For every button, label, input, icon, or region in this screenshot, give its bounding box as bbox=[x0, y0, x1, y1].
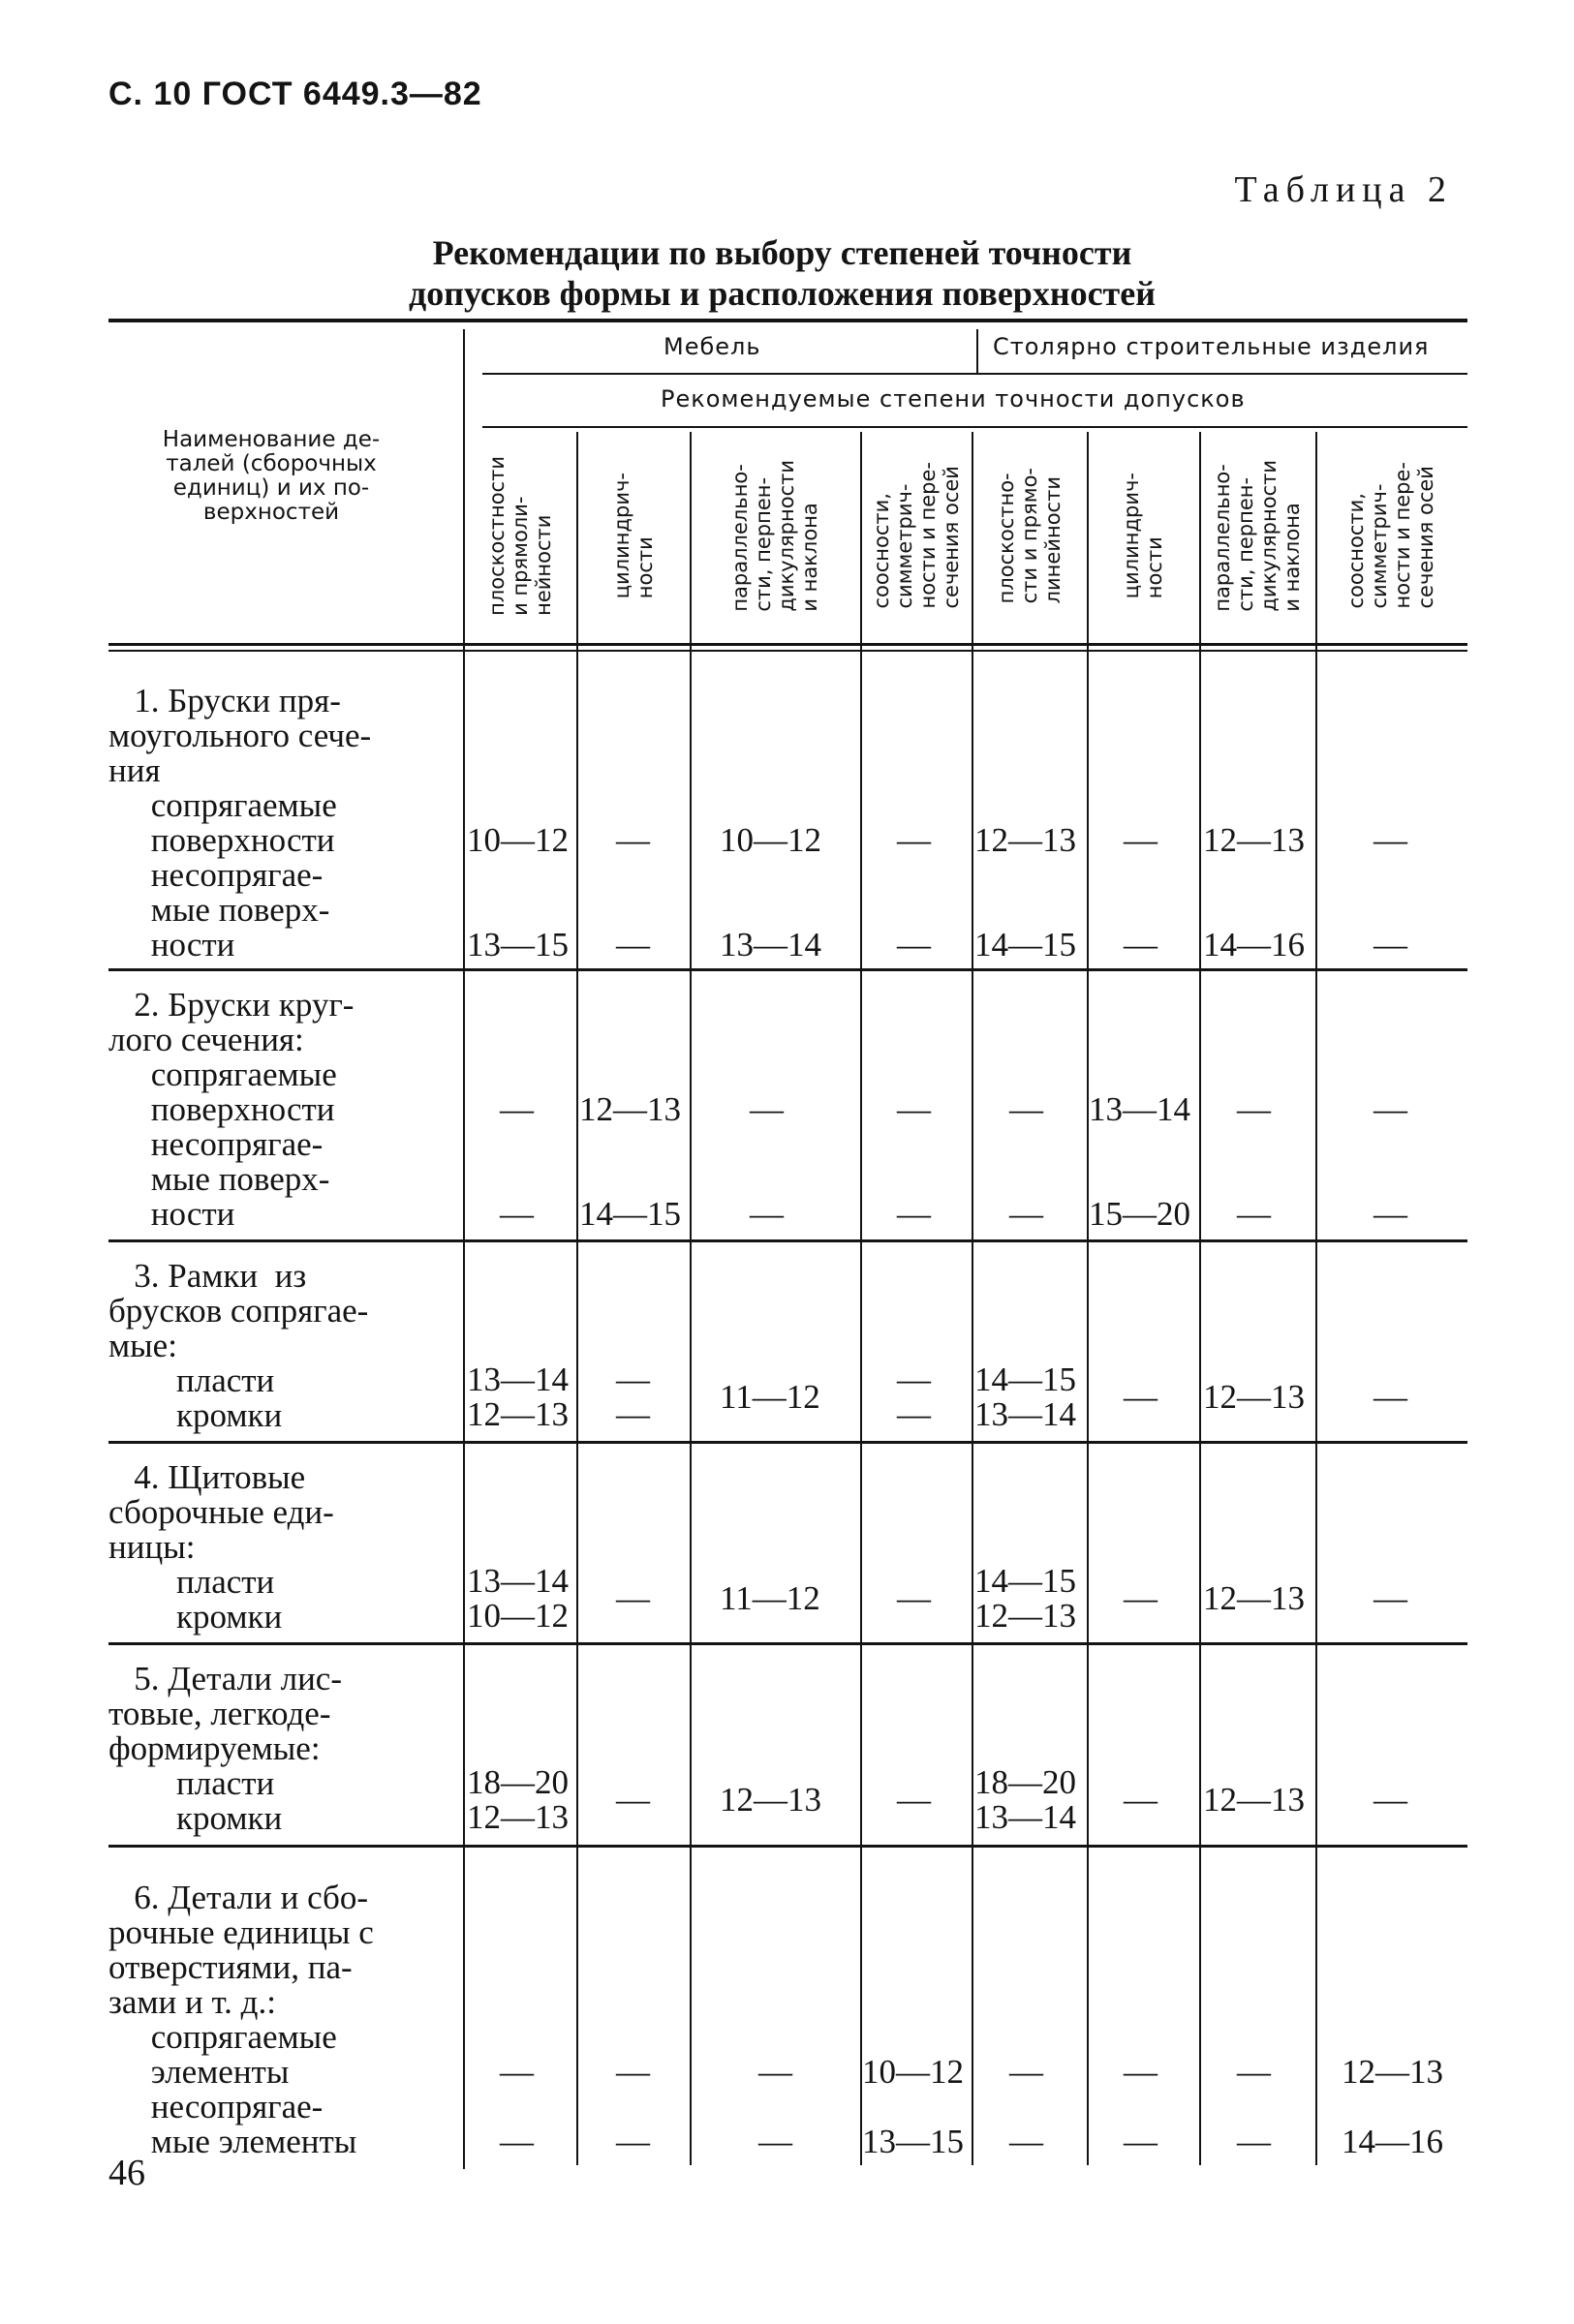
table-cell: 10—12 13—15 bbox=[467, 821, 569, 963]
group-header-joinery: Столярно строительные изделия bbox=[993, 333, 1430, 360]
column-header bbox=[981, 434, 1078, 637]
column-header bbox=[1209, 434, 1306, 637]
table-cell: — bbox=[1124, 1579, 1157, 1617]
table-cell: — bbox=[616, 1579, 650, 1617]
table-cell: 12—13 bbox=[1203, 1579, 1305, 1617]
column-header bbox=[726, 434, 823, 637]
row-separator bbox=[108, 1239, 1467, 1242]
column-divider bbox=[1087, 432, 1089, 2165]
subheader-recommended-grades: Рекомендуемые степени точности допусков bbox=[661, 385, 1246, 413]
table-cell: — bbox=[1373, 1781, 1407, 1819]
column-header bbox=[472, 434, 569, 637]
row-separator bbox=[108, 1441, 1467, 1444]
table-cell: 18—20 13—14 bbox=[974, 1763, 1076, 1836]
column-header-text: соосности, симметрич- ности и пере- сечения осей bbox=[870, 462, 963, 609]
table-cell: 10—12 13—15 bbox=[862, 2053, 964, 2160]
table-cell: 12—13 bbox=[720, 1781, 821, 1819]
subheader-rule bbox=[482, 426, 1467, 428]
column-divider bbox=[1199, 432, 1201, 2165]
table-cell: — — bbox=[897, 821, 931, 963]
table-cell: 13—14 10—12 bbox=[467, 1562, 569, 1635]
table-cell: — — bbox=[1237, 1090, 1271, 1233]
table-cell: — bbox=[897, 1579, 931, 1617]
row-label: 3. Рамки из брусков сопрягае- мые: пласти кромки bbox=[108, 1257, 369, 1434]
table-cell: 12—13 14—15 bbox=[579, 1090, 681, 1233]
column-header-text: соосности, симметрич- ности и пере- сечения осей bbox=[1344, 462, 1437, 609]
table-cell: — — bbox=[758, 2053, 792, 2160]
row-label: 1. Бруски пря- моугольного сече- ния сопрягаемые поверхности несопрягае- мые поверх- ности bbox=[108, 682, 372, 963]
table-cell: — — bbox=[1009, 1090, 1043, 1233]
table-cell: 10—12 13—14 bbox=[720, 821, 821, 963]
header-bottom-rule bbox=[108, 643, 1467, 646]
table-cell: 12—13 bbox=[1203, 1378, 1305, 1416]
table-cell: — — bbox=[1373, 1090, 1407, 1233]
row-label: 4. Щитовые сборочные еди- ницы: пласти кромки bbox=[108, 1458, 334, 1636]
table-cell: 13—14 12—13 bbox=[467, 1361, 569, 1433]
table-cell: 18—20 12—13 bbox=[467, 1763, 569, 1836]
table-cell: — — bbox=[897, 1090, 931, 1233]
table-cell: 12—13 14—16 bbox=[1203, 821, 1305, 963]
table-cell: — — bbox=[616, 1361, 650, 1433]
table-cell: — — bbox=[1237, 2053, 1271, 2160]
row-separator bbox=[108, 968, 1467, 971]
page-number: 46 bbox=[108, 2153, 145, 2193]
header-bottom-rule-2 bbox=[108, 650, 1467, 652]
column-divider bbox=[690, 432, 692, 2165]
table-cell: — — bbox=[1009, 2053, 1043, 2160]
column-header bbox=[1343, 434, 1439, 637]
table-cell: 12—13 14—15 bbox=[974, 821, 1076, 963]
column-divider bbox=[972, 432, 973, 2165]
column-header-text: параллельно- сти, перпен- дикулярности и наклона bbox=[1211, 459, 1304, 612]
table-cell: — — bbox=[1124, 2053, 1157, 2160]
table-number: Таблица 2 bbox=[1234, 169, 1453, 210]
column-header-text: параллельно- сти, перпен- дикулярности и наклона bbox=[728, 459, 821, 612]
table-cell: — bbox=[616, 1781, 650, 1819]
column-header bbox=[585, 434, 682, 637]
table-cell: 12—13 14—16 bbox=[1342, 2053, 1443, 2160]
table-cell: — bbox=[1124, 1378, 1157, 1416]
table-cell: 14—15 12—13 bbox=[974, 1562, 1076, 1635]
table-cell: — — bbox=[750, 1090, 784, 1233]
table-cell: — — bbox=[616, 2053, 650, 2160]
standard-reference: С. 10 ГОСТ 6449.3—82 bbox=[108, 76, 482, 112]
table-title-line-2: допусков формы и расположения поверхностей bbox=[409, 274, 1156, 313]
column-header bbox=[1095, 434, 1191, 637]
table-cell: — bbox=[1373, 1378, 1407, 1416]
row-separator bbox=[108, 1845, 1467, 1848]
table-cell: — bbox=[1373, 1579, 1407, 1617]
column-divider bbox=[860, 432, 862, 2165]
row-label-header: Наименование де- талей (сборочных единиц) и их по- верхностей bbox=[162, 427, 381, 525]
column-divider bbox=[1315, 432, 1317, 2165]
row-label: 6. Детали и сбо- рочные единицы с отверстиями, па- зами и т. д.: сопрягаемые элементы несопрягае- мые элементы bbox=[108, 1879, 374, 2160]
column-divider bbox=[576, 432, 578, 2165]
group-rule bbox=[482, 373, 1467, 375]
table-cell: — — bbox=[897, 1361, 931, 1433]
table-title bbox=[291, 232, 1274, 314]
table-cell: 14—15 13—14 bbox=[974, 1361, 1076, 1433]
table-cell: 11—12 bbox=[720, 1579, 820, 1617]
table-cell: — bbox=[1124, 1781, 1157, 1819]
column-header-text: плоскостно- сти и прямо- линейности bbox=[995, 467, 1065, 604]
table-title-line-1: Рекомендации по выбору степеней точности bbox=[432, 233, 1132, 272]
table-cell: 12—13 bbox=[1203, 1781, 1305, 1819]
group-header-furniture: Мебель bbox=[664, 333, 761, 360]
group-divider bbox=[976, 329, 978, 374]
table-cell: — — bbox=[500, 2053, 534, 2160]
column-header-text: цилиндрич- ности bbox=[610, 472, 657, 599]
table-cell: 11—12 bbox=[720, 1378, 820, 1416]
table-cell: — — bbox=[1373, 821, 1407, 963]
table-cell: — — bbox=[500, 1090, 534, 1233]
table-cell: — — bbox=[1124, 821, 1157, 963]
table-cell: — — bbox=[616, 821, 650, 963]
table-top-rule bbox=[108, 319, 1467, 322]
table-cell: 13—14 15—20 bbox=[1089, 1090, 1190, 1233]
row-separator bbox=[108, 1642, 1467, 1645]
column-header bbox=[868, 434, 965, 637]
table-stub-divider bbox=[463, 329, 465, 2169]
column-header-text: цилиндрич- ности bbox=[1120, 472, 1166, 599]
row-label: 5. Детали лис- товые, легкоде- формируемые: пласти кромки bbox=[108, 1660, 342, 1837]
row-label: 2. Бруски круг- лого сечения: сопрягаемые поверхности несопрягае- мые поверх- ности bbox=[108, 986, 355, 1233]
column-header-text: плоскостности и прямоли- нейности bbox=[485, 455, 555, 616]
table-cell: — bbox=[897, 1781, 931, 1819]
